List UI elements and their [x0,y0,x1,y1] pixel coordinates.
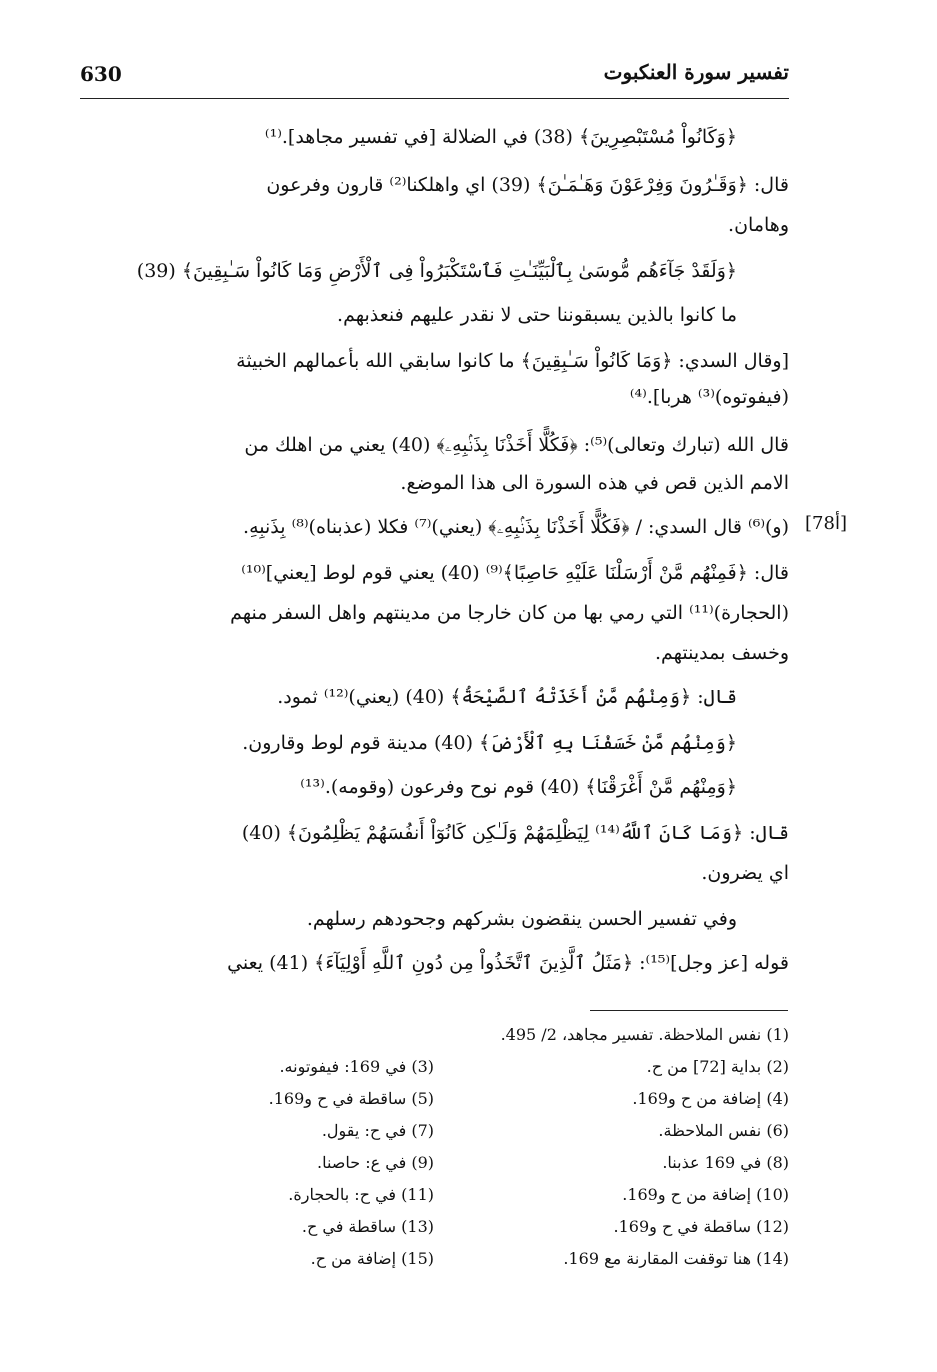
text-line: وفي تفسير الحسن ينقضون بشركهم وجحودهم رسلهم. [306,908,737,930]
footnote: (10) إضافة من ح و169. [622,1185,789,1204]
text-line: (و)⁽⁶⁾ قال السدي: / ﴿فَكُلًّا أَخَذْنَا بِذَنۢبِهِۦ﴾ (يعني)⁽⁷⁾ فكلا (عذبناه)⁽⁸⁾ بِذَنبِهِ. [243,516,789,538]
footnote: (14) هنا توقفت المقارنة مع 169. [563,1249,789,1268]
text-line: قال: ﴿وَقَـٰرُونَ وَفِرْعَوْنَ وَهَـٰمَـٰنَ﴾ (39) اي واهلكنا⁽²⁾ قارون وفرعون [266,174,789,196]
footnote: (1) نفس الملاحظة. تفسير مجاهد، 2/ 495. [500,1025,789,1044]
footnote: (15) إضافة من ح. [310,1249,434,1268]
footnote: (7) في ح: يقول. [321,1121,434,1140]
footnote: (6) نفس الملاحظة. [658,1121,789,1140]
footnote: (8) في 169 عذبنا. [662,1153,789,1172]
text-line: الامم الذين قص في هذه السورة الى هذا الموضع. [400,472,789,494]
text-line: قوله [عز وجل]⁽¹⁵⁾: ﴿مَثَلُ ٱلَّذِينَ ٱتَّخَذُواْ مِن دُونِ ٱللَّهِ أَوْلِيَآءَ﴾ (41) يعني [227,952,789,974]
text-line: قال: ﴿وَمَا كَانَ ٱللَّهُ⁽¹⁴⁾ لِيَظْلِمَهُمْ وَلَـٰكِن كَانُوٓاْ أَنفُسَهُمْ يَظْلِمُونَ﴾ (40) [241,822,789,844]
footnote: (4) إضافة من ح و169. [632,1089,789,1108]
text-line: ﴿وَلَقَدْ جَآءَهُم مُّوسَىٰ بِٱلْبَيِّنَـٰتِ فَٱسْتَكْبَرُواْ فِى ٱلْأَرْضِ وَمَا كَانُواْ سَـٰبِقِينَ﴾ (39) [136,260,737,282]
footnote: (13) ساقطة في ح. [301,1217,434,1236]
text-line: ﴿وَمِنْهُم مَّنْ أَغْرَقْنَا﴾ (40) قوم نوح وفرعون (وقومه).⁽¹³⁾ [300,776,737,798]
footnote: (5) ساقطة في ح و169. [268,1089,434,1108]
text-line: [وقال السدي: ﴿وَمَا كَانُواْ سَـٰبِقِينَ﴾ ما كانوا سابقي الله بأعمالهم الخبيثة [236,350,789,372]
footnote: (2) بداية [72] من ح. [646,1057,789,1076]
footnote: (9) في ع: حاصنا. [317,1153,434,1172]
text-line: اي يضرون. [701,862,789,884]
text-line: وخسف بمدينتهم. [654,642,789,664]
text-line: قال الله (تبارك وتعالى)⁽⁵⁾: ﴿فَكُلًّا أَخَذْنَا بِذَنۢبِهِۦ﴾ (40) يعني من اهلك من [244,434,789,456]
page-header [80,58,789,99]
text-line: ﴿وَمِنْهُم مَّنْ خَسَفْنَا بِهِ ٱلْأَرْضَ﴾ (40) مدينة قوم لوط وقارون. [242,732,737,754]
text-line: ﴿وَكَانُواْ مُسْتَبْصِرِينَ﴾ (38) في الضلالة [في تفسير مجاهد].⁽¹⁾ [264,126,737,148]
text-line: (الحجارة)⁽¹¹⁾ التي رمي بها من كان خارجا من مدينتهم واهل السفر منهم [230,602,789,624]
footnote: (11) في ح: بالحجارة. [288,1185,434,1204]
text-line: (فيفوتوه)⁽³⁾ هربا].⁽⁴⁾ [629,386,789,408]
footnote: (3) في 169: فيفوتونه. [279,1057,434,1076]
margin-folio-note: [78أ] [805,513,847,534]
page-number: 630 [80,62,122,86]
text-line: قال: ﴿وَمِنْهُم مَّنْ أَخَذَتْهُ ٱلصَّيْحَةُ﴾ (40) (يعني)⁽¹²⁾ ثمود. [277,686,737,708]
running-title: تفسير سورة العنكبوت [603,60,789,84]
text-line: وهامان. [728,214,789,236]
footnote-separator [590,1010,788,1011]
footnote: (12) ساقطة في ح و169. [613,1217,789,1236]
text-line: قال: ﴿فَمِنْهُم مَّنْ أَرْسَلْنَا عَلَيْهِ حَاصِبًا﴾⁽⁹⁾ (40) يعني قوم لوط [يعني]⁽¹⁰⁾ [241,562,789,584]
text-line: ما كانوا بالذين يسبقوننا حتى لا نقدر عليهم فنعذبهم. [337,304,737,326]
